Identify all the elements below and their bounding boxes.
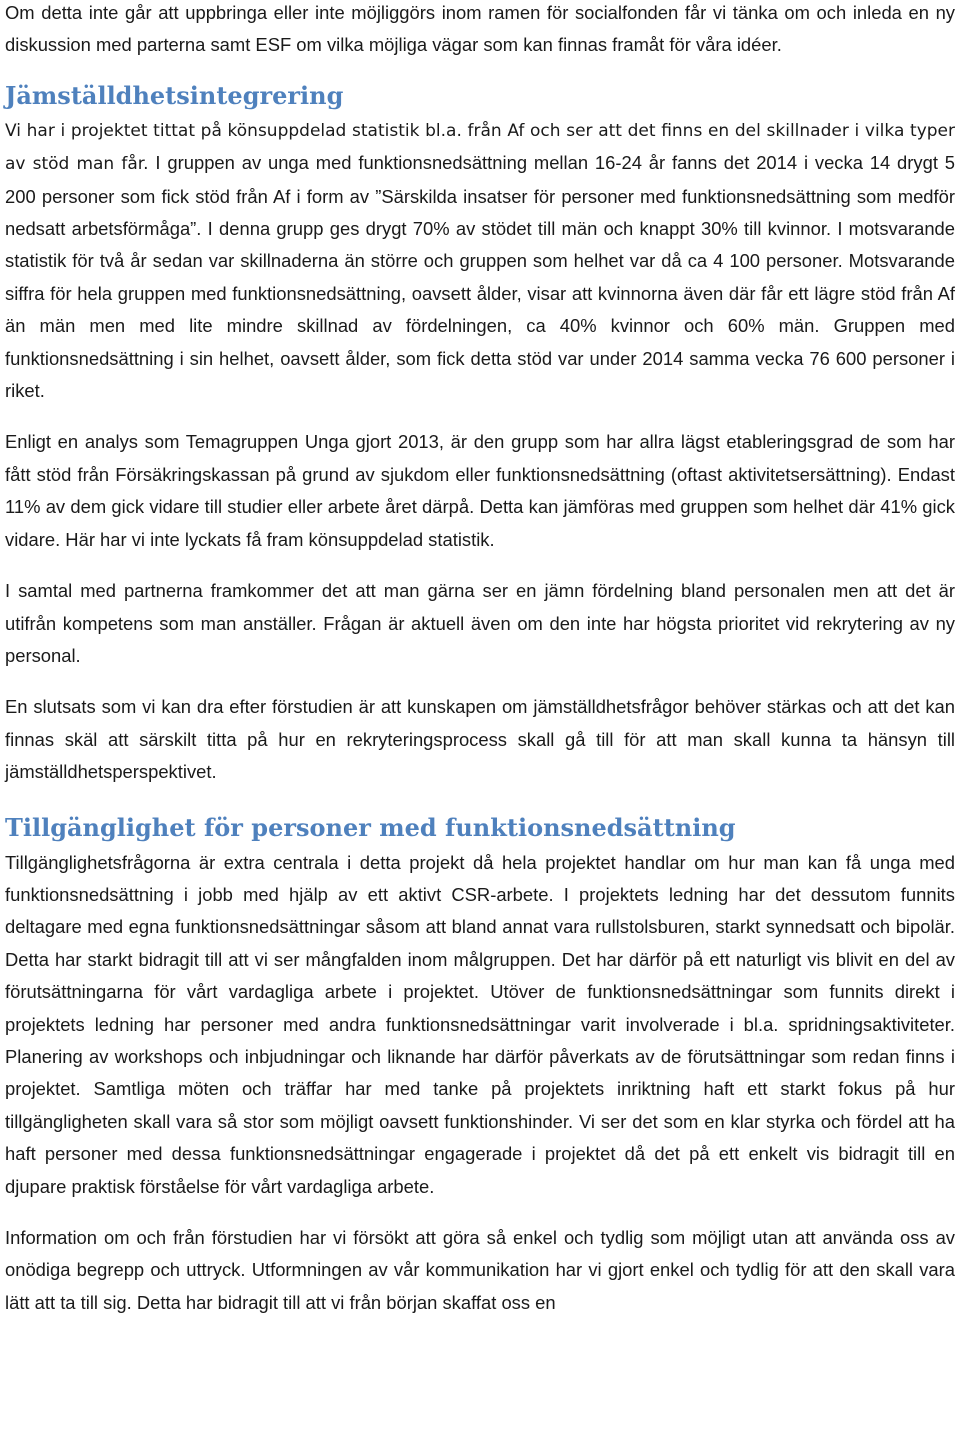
- section-heading-jamstalldhet: Jämställdhetsintegrering: [5, 80, 344, 110]
- intro-paragraph: Om detta inte går att uppbringa eller inte möjliggörs inom ramen för socialfonden får vi tänka om och inleda en ny diskussion med parterna samt ESF om vilka möjliga vägar som kan finnas framåt för våra idéer.: [5, 2, 955, 56]
- section-heading-tillganglighet: Tillgänglighet för personer med funktionsnedsättning: [5, 812, 736, 842]
- jamstalldhet-paragraph-1: [5, 114, 955, 408]
- jamstalldhet-paragraph-3: I samtal med partnerna framkommer det att man gärna ser en jämn fördelning bland personalen men att det är utifrån kompetens som man anställer. Frågan är aktuell även om den inte har högsta prioritet vid rekrytering av ny personal.: [5, 580, 955, 666]
- jamstalldhet-lead-text: Vi har i projektet tittat på könsuppdelad statistik bl.a. från Af och ser att det finns en del skillnader i vilka typer av stöd man får.: [5, 120, 955, 175]
- tillganglighet-paragraph-2: Information om och från förstudien har vi försökt att göra så enkel och tydlig som möjligt utan att använda oss av onödiga begrepp och uttryck. Utformningen av vår kommunikation har vi gjort enkel och tydlig för att den skall vara lätt att ta till sig. Detta har bidragit till att vi från början skaffat oss en: [5, 1227, 955, 1313]
- jamstalldhet-paragraph-4: En slutsats som vi kan dra efter förstudien är att kunskapen om jämställdhetsfrågor behöver stärkas och att det kan finnas skäl att särskilt titta på hur en rekryteringsprocess skall gå till för att man skall kunna ta hänsyn till jämställdhetsperspektivet.: [5, 696, 955, 783]
- jamstalldhet-paragraph-2: Enligt en analys som Temagruppen Unga gjort 2013, är den grupp som har allra lägst etableringsgrad de som har fått stöd från Försäkringskassan på grund av sjukdom eller funktionsnedsättning (oftast aktivitetsersättning). Endast 11% av dem gick vidare till studier eller arbete året därpå. Detta kan jämföras med gruppen som helhet där 41% gick vidare. Här har vi inte lyckats få fram könsuppdelad statistik.: [5, 431, 955, 550]
- jamstalldhet-body-text: I gruppen av unga med funktionsnedsättning mellan 16-24 år fanns det 2014 i vecka 14 drygt 5 200 personer som fick stöd från Af i form av ”Särskilda insatser för personer med funktionsnedsättning som medför nedsatt arbetsförmåga”. I denna grupp ges drygt 70% av stödet till män och knappt 30% till kvinnor. I motsvarande statistik för två år sedan var skillnaderna än större och gruppen som helhet var då ca 4 100 personer. Motsvarande siffra för hela gruppen med funktionsnedsättning, oavsett ålder, visar att kvinnorna även där får ett lägre stöd från Af än män men med lite mindre skillnad av fördelningen, ca 40% kvinnor och 60% män. Gruppen med funktionsnedsättning i sin helhet, oavsett ålder, som fick detta stöd var under 2014 samma vecka 76 600 personer i riket.: [5, 152, 956, 402]
- document-page: [5, 0, 955, 1319]
- tillganglighet-paragraph-1: Tillgänglighetsfrågorna är extra centrala i detta projekt då hela projektet handlar om hur man kan få unga med funktionsnedsättning i jobb med hjälp av ett aktivt CSR-arbete. I projektets ledning har det dessutom funnits deltagare med egna funktionsnedsättningar såsom att bland annat vara rullstolsburen, starkt synnedsatt och bipolär. Detta har starkt bidragit till att vi ser mångfalden inom målgruppen. Det har därför på ett naturligt vis blivit en del av förutsättningarna för vårt vardagliga arbete i projektet. Utöver de funktionsnedsättningar som funnits direkt i projektets ledning har personer med andra funktionsnedsättningar varit involverade i bl.a. spridningsaktiviteter. Planering av workshops och inbjudningar och liknande har därför påverkats av de förutsättningar som redan finns i projektet. Samtliga möten och träffar har med tanke på projektets inriktning haft ett starkt fokus på hur tillgängligheten skall vara så stor som möjligt oavsett funktionshinder. Vi ser det som en klar styrka och fördel att ha haft personer med dessa funktionsnedsättningar engagerade i projektet då det på ett enkelt vis bidragit till en djupare praktisk förståelse för vårt vardagliga arbete.: [5, 851, 955, 1197]
